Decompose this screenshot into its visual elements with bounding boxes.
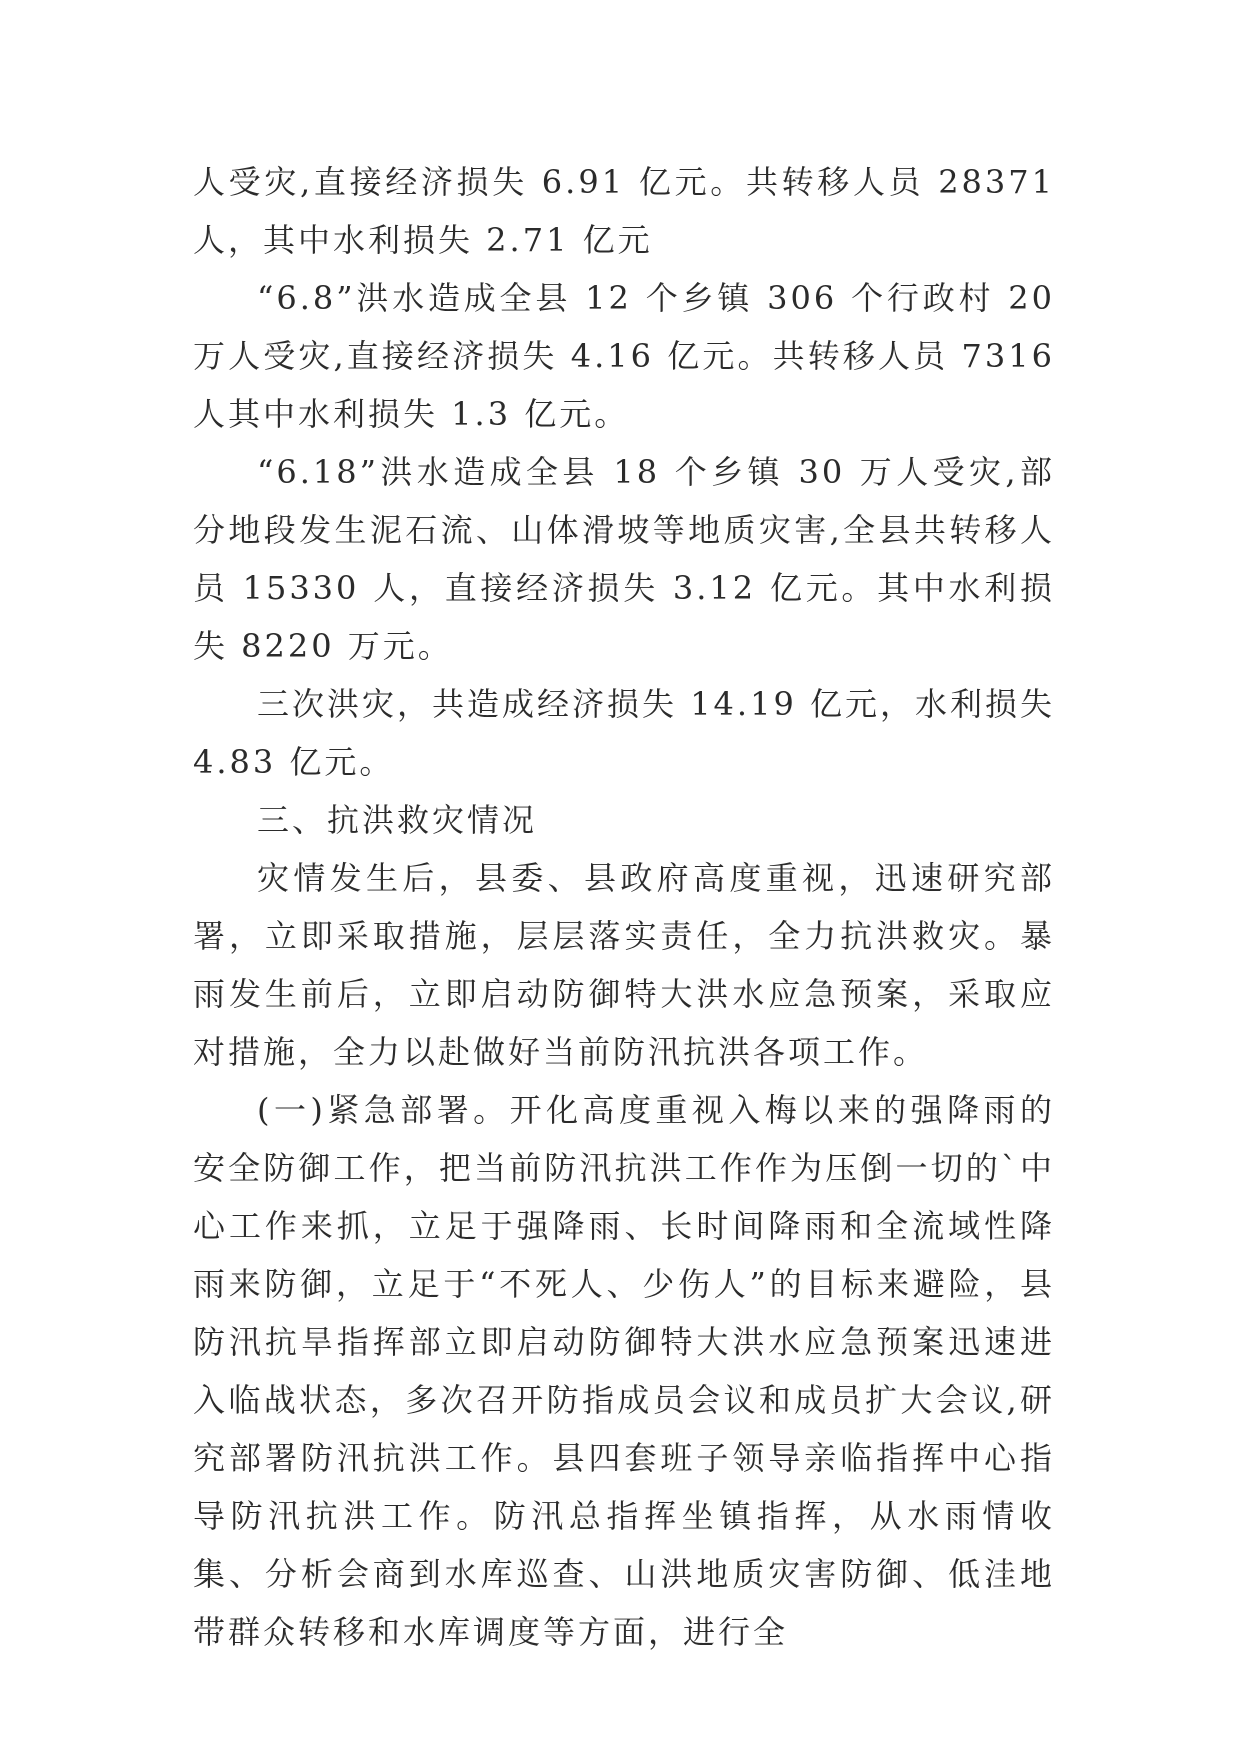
paragraph-response-overview: 灾情发生后，县委、县政府高度重视，迅速研究部署，立即采取措施，层层落实责任，全力抗洪救灾。暴雨发生前后，立即启动防御特大洪水应急预案，采取应对措施，全力以赴做好当前防汛抗洪各项工作。	[193, 859, 1055, 1071]
paragraph-flood-6-8: “6.8”洪水造成全县 12 个乡镇 306 个行政村 20 万人受灾,直接经济损失 4.16 亿元。共转移人员 7316 人其中水利损失 1.3 亿元。	[193, 279, 1055, 433]
document-body	[193, 153, 1055, 1661]
paragraph-disaster-summary-continued: 人受灾,直接经济损失 6.91 亿元。共转移人员 28371 人，其中水利损失 2.71 亿元	[193, 163, 1055, 259]
paragraph-flood-6-18: “6.18”洪水造成全县 18 个乡镇 30 万人受灾,部分地段发生泥石流、山体滑坡等地质灾害,全县共转移人员 15330 人，直接经济损失 3.12 亿元。其中水利损失 8220 万元。	[193, 453, 1055, 665]
paragraph-emergency-deployment: (一)紧急部署。开化高度重视入梅以来的强降雨的安全防御工作，把当前防汛抗洪工作作为压倒一切的`中心工作来抓，立足于强降雨、长时间降雨和全流域性降雨来防御，立足于“不死人、少伤人”的目标来避险，县防汛抗旱指挥部立即启动防御特大洪水应急预案迅速进入临战状态，多次召开防指成员会议和成员扩大会议,研究部署防汛抗洪工作。县四套班子领导亲临指挥中心指导防汛抗洪工作。防汛总指挥坐镇指挥，从水雨情收集、分析会商到水库巡查、山洪地质灾害防御、低洼地带群众转移和水库调度等方面，进行全	[193, 1091, 1055, 1651]
section-heading-flood-relief: 三、抗洪救灾情况	[257, 801, 538, 839]
paragraph-total-losses: 三次洪灾，共造成经济损失 14.19 亿元，水利损失 4.83 亿元。	[193, 685, 1055, 781]
